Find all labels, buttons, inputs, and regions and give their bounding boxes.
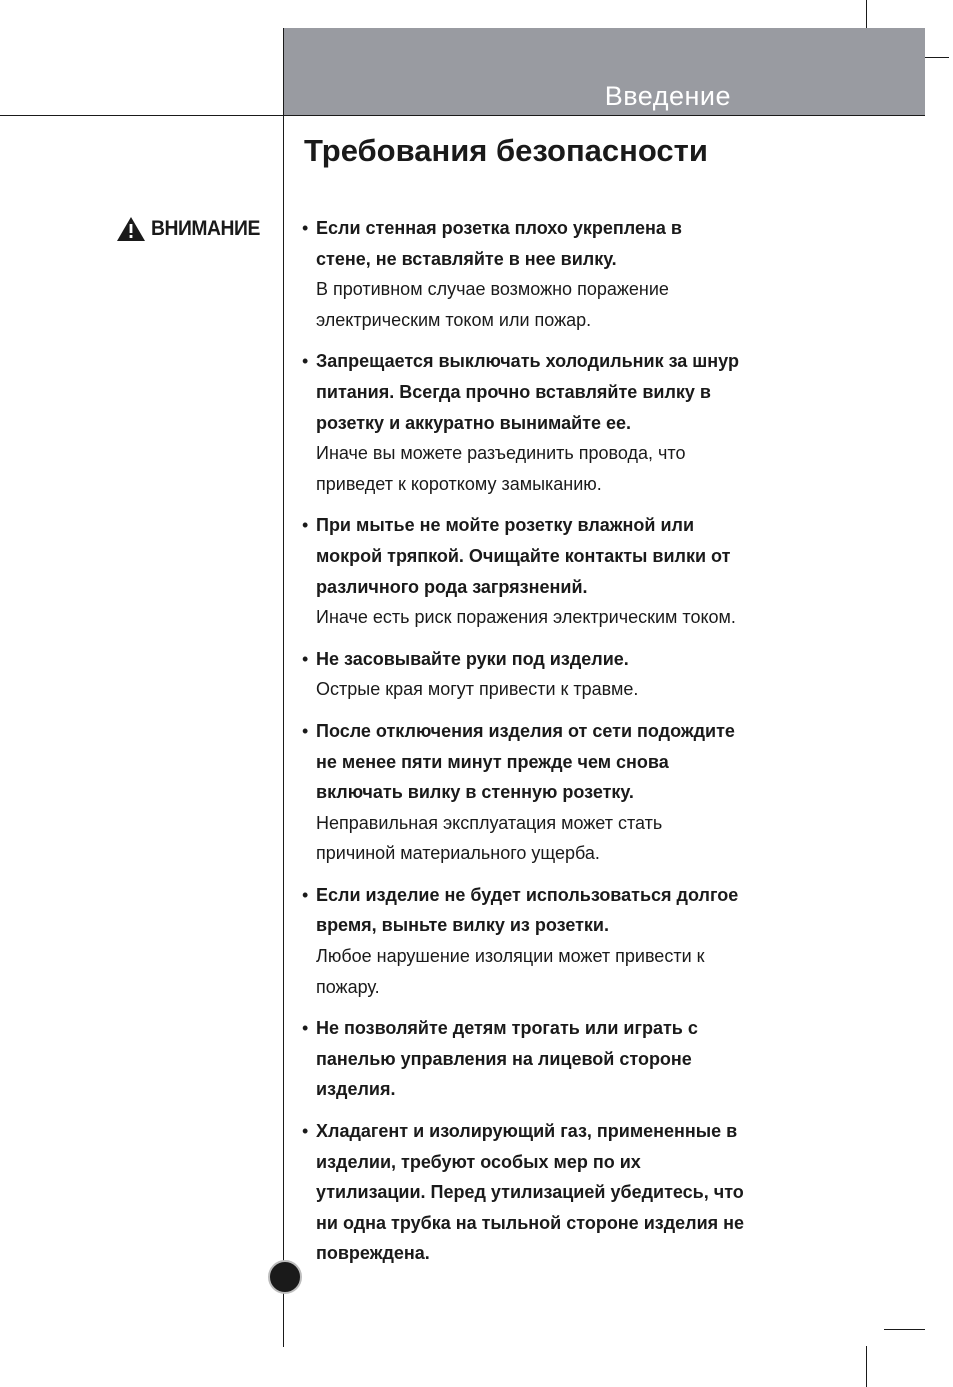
item-bold-line: Если стенная розетка плохо укреплена в xyxy=(316,218,682,238)
bullet-icon: • xyxy=(302,720,309,741)
item-bold-line: Не позволяйте детям трогать или играть с xyxy=(316,1018,698,1039)
item-bold-line: различного рода загрязнений. xyxy=(316,576,588,597)
horizontal-rule xyxy=(0,115,925,116)
bullet-icon: • xyxy=(302,884,309,905)
bullet-icon: • xyxy=(302,1018,309,1039)
item-normal-line: причиной материального ущерба. xyxy=(316,843,600,864)
safety-item xyxy=(302,510,822,632)
item-normal-line: Любое нарушение изоляции может привести к xyxy=(316,946,705,967)
item-bold-line: Если изделие не будет использоваться долгое xyxy=(316,884,739,905)
section-title: Введение xyxy=(604,81,731,111)
page-number-dot xyxy=(268,1260,302,1294)
safety-item xyxy=(302,213,822,335)
item-bold-line: стене, не вставляйте в нее вилку. xyxy=(316,248,617,269)
page-title: Требования безопасности xyxy=(304,133,708,168)
safety-items-list xyxy=(302,213,822,1280)
warning-triangle-icon xyxy=(116,216,146,242)
item-bold-line: время, выньте вилку из розетки. xyxy=(316,915,610,936)
bullet-icon: • xyxy=(302,351,309,372)
item-bold-line: изделии, требуют особых мер по их xyxy=(316,1151,641,1172)
item-bold-line: ни одна трубка на тыльной стороне изделия не xyxy=(316,1212,745,1233)
warning-label xyxy=(116,216,269,242)
bullet-icon: • xyxy=(302,648,309,669)
item-bold-line: включать вилку в стенную розетку. xyxy=(316,782,634,803)
item-bold-line: розетку и аккуратно вынимайте ее. xyxy=(316,412,632,433)
safety-item xyxy=(302,1013,822,1105)
item-bold-line: повреждена. xyxy=(316,1243,430,1264)
safety-item xyxy=(302,716,822,869)
item-bold-line: утилизации. Перед утилизацией убедитесь, что xyxy=(316,1182,744,1203)
item-bold-line: Запрещается выключать холодильник за шнур xyxy=(316,351,739,372)
item-bold-line: не менее пяти минут прежде чем снова xyxy=(316,751,669,772)
item-bold-line: После отключения изделия от сети подождите xyxy=(316,720,735,741)
vertical-rule xyxy=(283,28,284,1347)
item-bold-line: Не засовывайте руки под изделие. xyxy=(316,648,629,669)
bullet-icon: • xyxy=(302,515,309,536)
safety-item xyxy=(302,880,822,1002)
item-normal-line: Неправильная эксплуатация может стать xyxy=(316,812,663,833)
item-bold-line: питания. Всегда прочно вставляйте вилку в xyxy=(316,381,711,402)
item-normal-line: Острые края могут привести к травме. xyxy=(316,679,639,700)
section-header-bar xyxy=(284,28,925,115)
item-bold-line: мокрой тряпкой. Очищайте контакты вилки от xyxy=(316,545,731,566)
warning-text: ВНИМАНИЕ xyxy=(151,217,260,240)
item-bold-line: панелью управления на лицевой стороне xyxy=(316,1048,692,1069)
bullet-icon: • xyxy=(302,1121,309,1142)
item-bold-line: Хладагент и изолирующий газ, примененные в xyxy=(316,1121,738,1142)
bullet-icon: • xyxy=(302,218,309,238)
safety-item xyxy=(302,1116,822,1269)
item-normal-line: Иначе вы можете разъединить провода, что xyxy=(316,443,686,464)
crop-mark-top-vertical xyxy=(866,0,867,28)
item-bold-line: При мытье не мойте розетку влажной или xyxy=(316,515,695,536)
crop-mark-bottom-horizontal xyxy=(884,1329,925,1330)
item-normal-line: В противном случае возможно поражение xyxy=(316,279,669,300)
safety-item xyxy=(302,644,822,705)
item-normal-line: электрическим током или пожар. xyxy=(316,309,592,330)
item-normal-line: Иначе есть риск поражения электрическим током. xyxy=(316,607,736,628)
item-normal-line: приведет к короткому замыканию. xyxy=(316,473,602,494)
item-normal-line: пожару. xyxy=(316,976,380,997)
safety-item xyxy=(302,346,822,499)
crop-mark-bottom-vertical xyxy=(866,1346,867,1387)
item-bold-line: изделия. xyxy=(316,1079,396,1100)
